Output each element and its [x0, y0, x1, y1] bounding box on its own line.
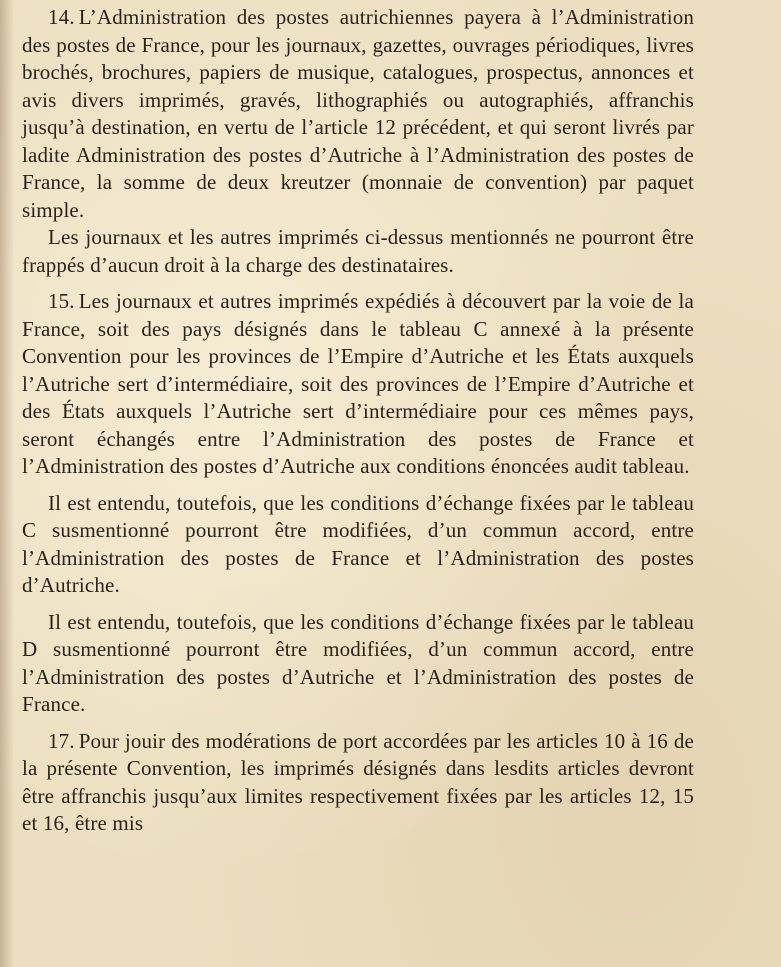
article-number-14: 14.: [48, 5, 75, 29]
paragraph-article-15: [22, 288, 694, 481]
paragraph-article-14-continuation: [22, 224, 694, 279]
paragraph-article-14: [22, 4, 694, 224]
binding-gutter-shadow: [0, 0, 14, 967]
article-number-17: 17.: [48, 728, 75, 753]
paragraph-text: L’Administration des postes autrichiennes payera à l’Administration des postes de France, pour les journaux, gazettes, ouvrages périodiques, livres brochés, brochures, papiers de musique, catalogues, prospectus, annonces et avis divers imprimés, gravés, lithographiés ou autographiés, affranchis jusqu’à destination, en vertu de l’article 12 précédent, et qui seront livrés par ladite Administration des postes d’Autriche à l’Administration des postes de France, la somme de deux kreutzer (monnaie de convention) par paquet simple.: [22, 5, 694, 222]
paragraph-text: Il est entendu, toutefois, que les conditions d’échange fixées par le tableau C susmentionné pourront être modifiées, d’un commun accord, entre l’Administration des postes de France et l’Administration des postes d’Autriche.: [22, 490, 694, 597]
paragraph-text: Les journaux et autres imprimés expédiés à découvert par la voie de la France, soit des pays désignés dans le tableau C annexé à la présente Convention pour les provinces de l’Empire d’Autriche et les États auxquels l’Autriche sert d’intermédiaire, soit des provinces de l’Empire d’Autriche et des États auxquels l’Autriche sert d’intermédiaire pour ces mêmes pays, seront échangés entre l’Administration des postes de France et l’Administration des postes d’Autriche aux conditions énoncées audit tableau.: [22, 289, 694, 478]
paragraph-article-15-continuation: [22, 490, 694, 600]
paragraph-article-16: [22, 609, 694, 719]
article-number-15: 15.: [48, 289, 75, 313]
page-text: [22, 4, 694, 838]
paragraph-text: Les journaux et les autres imprimés ci-dessus mentionnés ne pourront être frappés d’aucun droit à la charge des destinataires.: [22, 225, 694, 277]
paragraph-article-17: [22, 728, 694, 838]
paragraph-text: Il est entendu, toutefois, que les conditions d’échange fixées par le tableau D susmentionné pourront être modifiées, d’un commun accord, entre l’Administration des postes d’Autriche et l’Administration des postes de France.: [22, 609, 694, 716]
paragraph-text: Pour jouir des modérations de port accordées par les articles 10 à 16 de la présente Convention, les imprimés désignés dans lesdits articles devront être affranchis jusqu’aux limites respectivement fixées par les articles 12, 15 et 16, être mis: [22, 728, 694, 835]
